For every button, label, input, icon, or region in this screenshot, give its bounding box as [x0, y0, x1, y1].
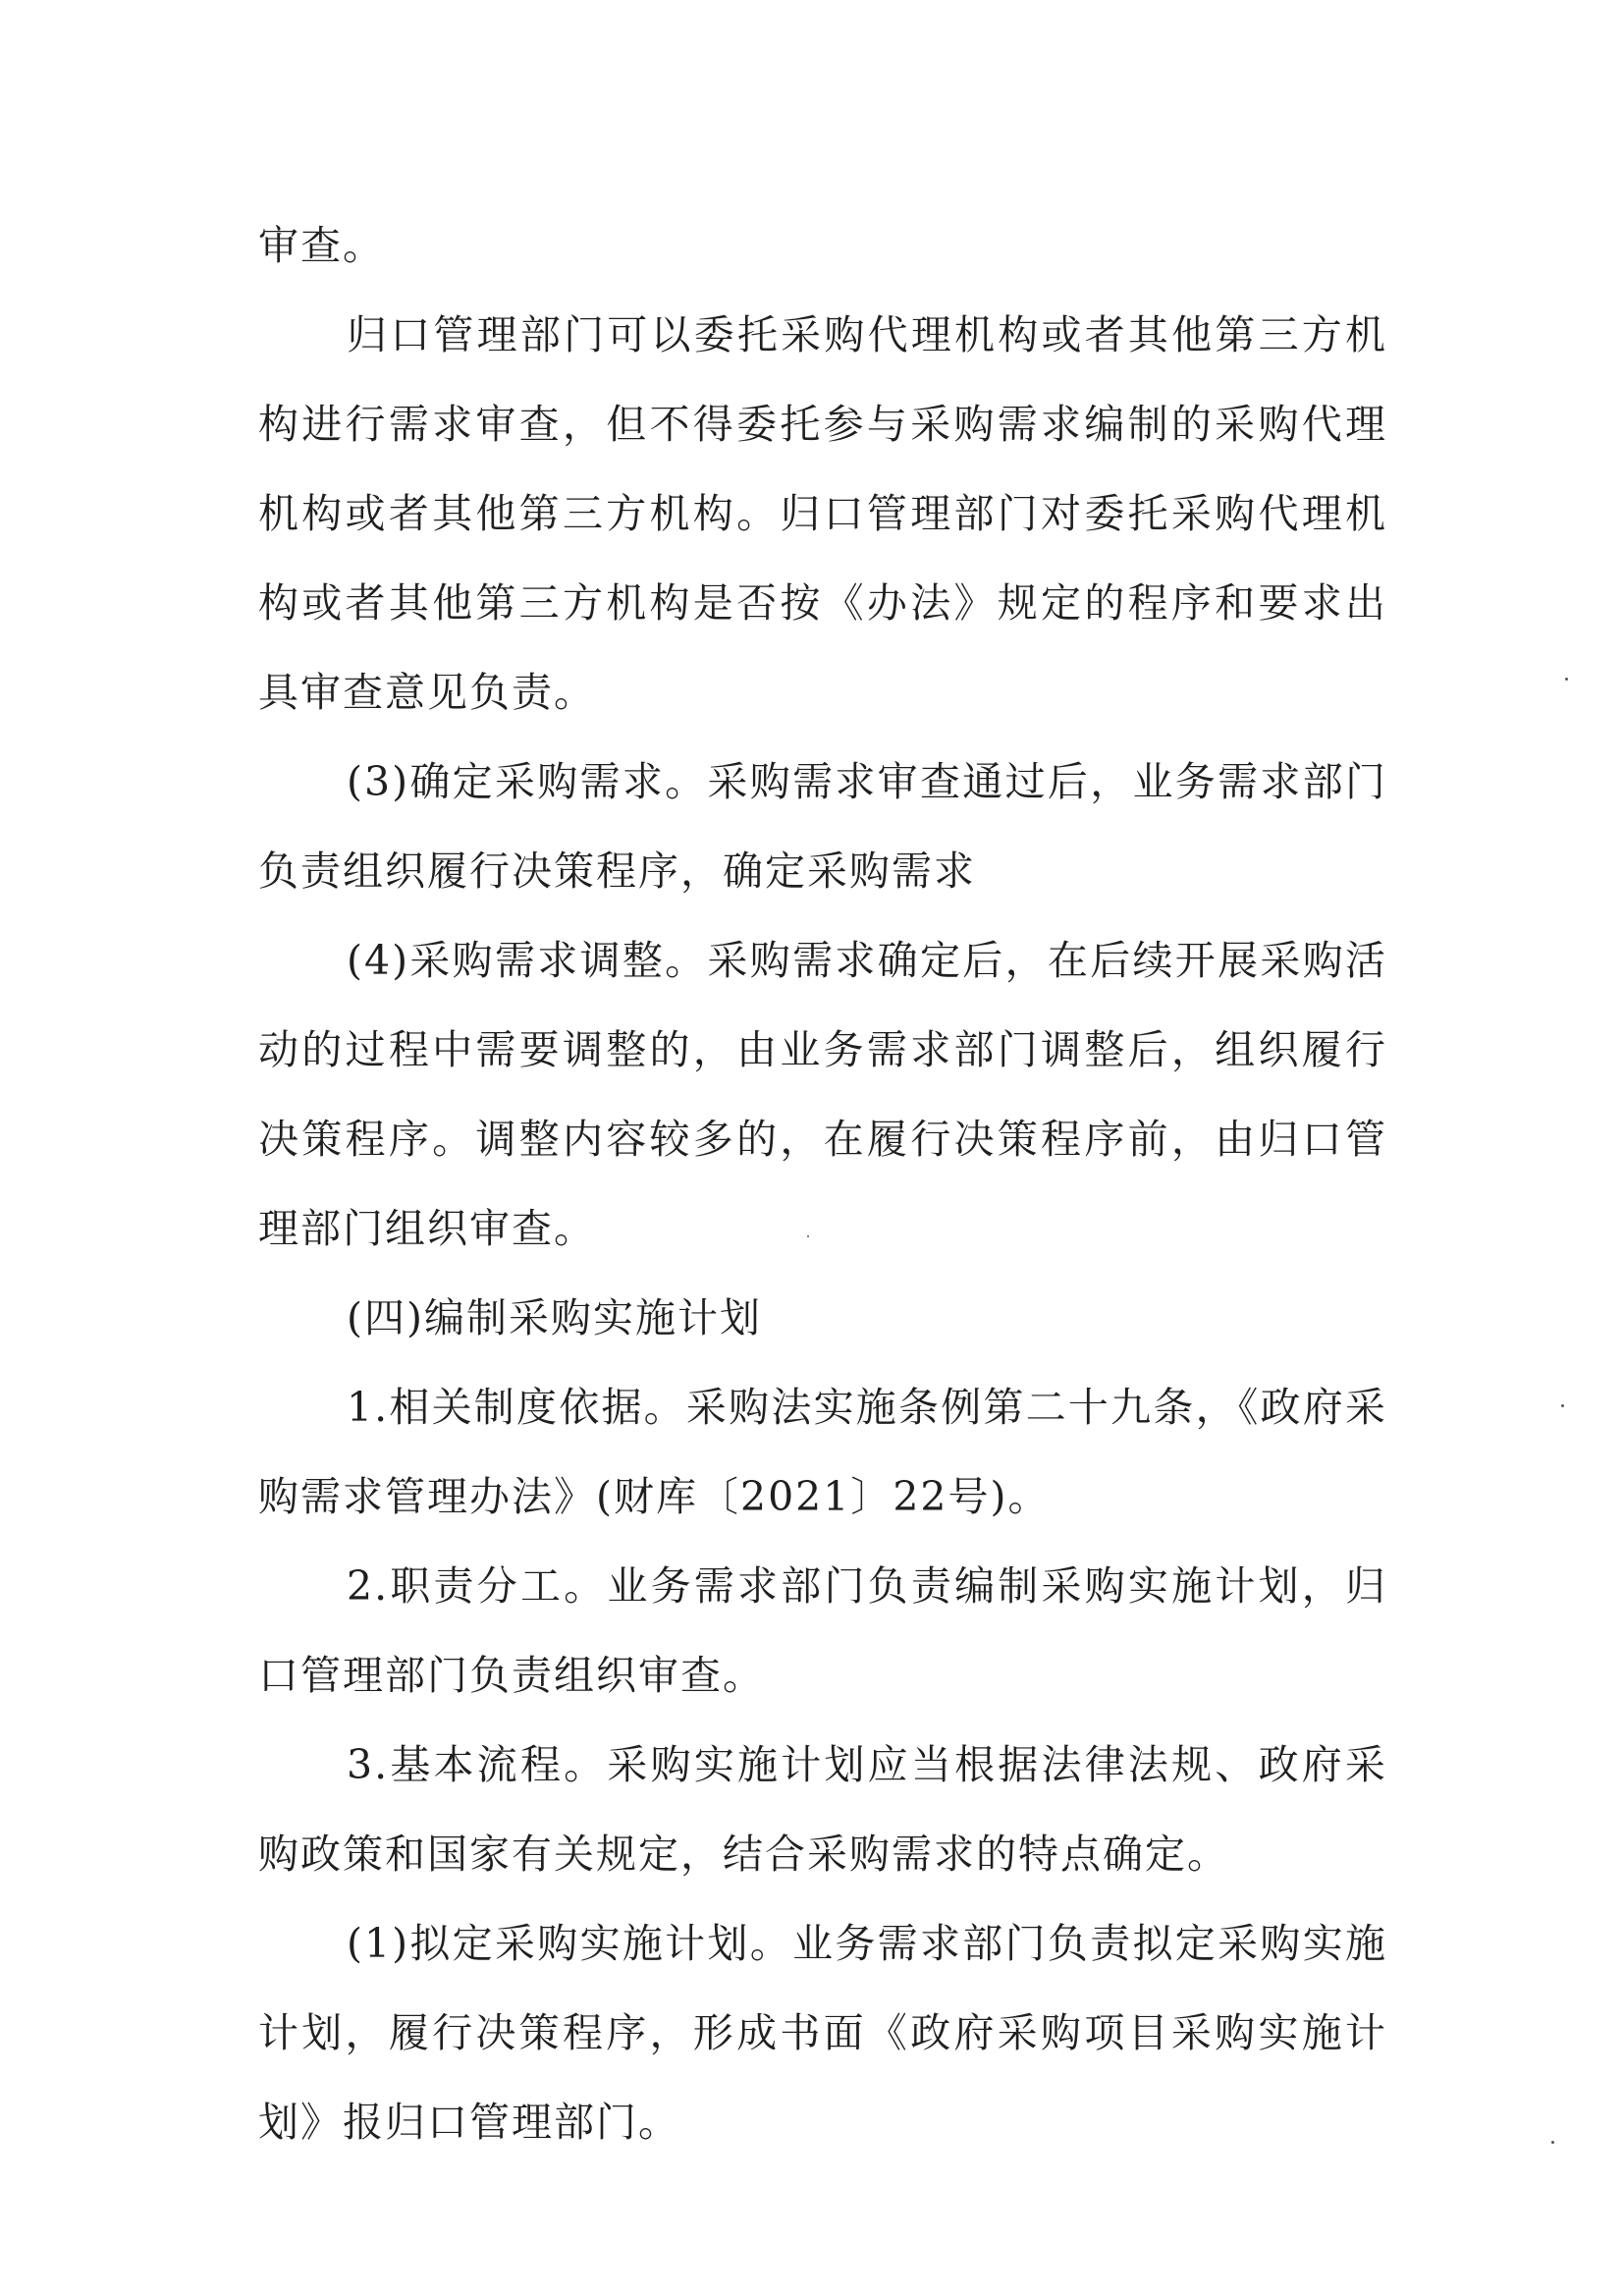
- paragraph-draft-plan: (1)拟定采购实施计划。业务需求部门负责拟定采购实施计划，履行决策程序，形成书面《政府采购项目采购实施计划》报归口管理部门。: [258, 1920, 1387, 2146]
- scan-speck: [807, 1235, 809, 1237]
- scan-speck: [1551, 2141, 1554, 2144]
- scan-speck: [1565, 678, 1568, 681]
- document-body: [258, 201, 1387, 2167]
- paragraph-responsibilities: 2.职责分工。业务需求部门负责编制采购实施计划，归口管理部门负责组织审查。: [258, 1562, 1387, 1699]
- paragraph-basic-process: 3.基本流程。采购实施计划应当根据法律法规、政府采购政策和国家有关规定，结合采购需求的特点确定。: [258, 1741, 1387, 1878]
- paragraph-review-end: 审查。: [258, 222, 385, 269]
- paragraph-confirm-requirements: (3)确定采购需求。采购需求审查通过后，业务需求部门负责组织履行决策程序，确定采购需求: [258, 758, 1387, 895]
- scan-speck: [1561, 1404, 1564, 1407]
- paragraph-regulatory-basis: 1.相关制度依据。采购法实施条例第二十九条，《政府采购需求管理办法》(财库〔2021〕22号)。: [258, 1384, 1387, 1520]
- paragraph-third-party-review: 归口管理部门可以委托采购代理机构或者其他第三方机构进行需求审查，但不得委托参与采购需求编制的采购代理机构或者其他第三方机构。归口管理部门对委托采购代理机构或者其他第三方机构是否按《办法》规定的程序和要求出具审查意见负责。: [258, 311, 1387, 716]
- section-heading-implementation-plan: (四)编制采购实施计划: [347, 1294, 762, 1341]
- paragraph-adjust-requirements: (4)采购需求调整。采购需求确定后，在后续开展采购活动的过程中需要调整的，由业务需求部门调整后，组织履行决策程序。调整内容较多的，在履行决策程序前，由归口管理部门组织审查。: [258, 937, 1387, 1252]
